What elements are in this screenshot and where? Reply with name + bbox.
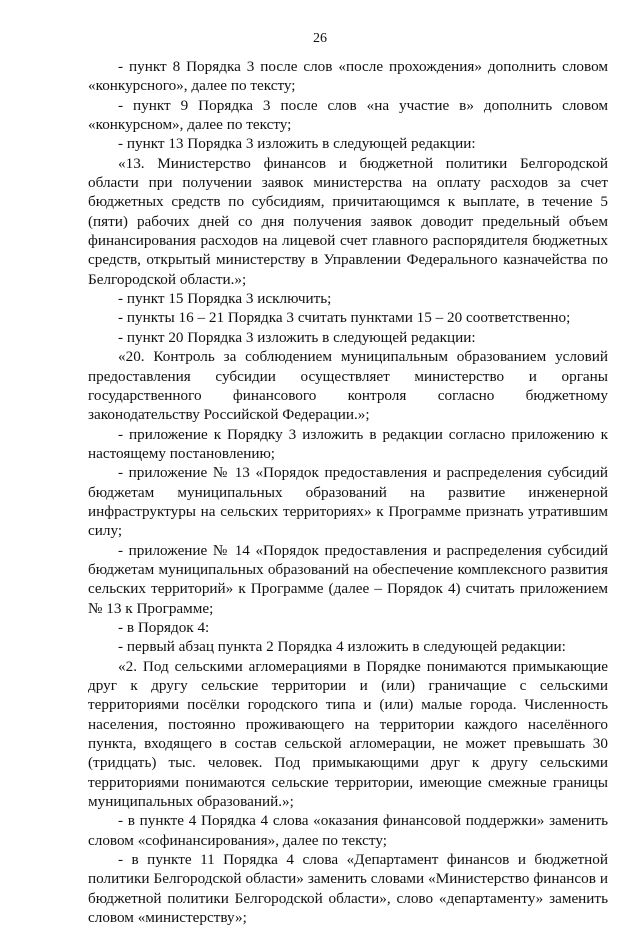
body-text (88, 57, 608, 927)
paragraph: - приложение № 14 «Порядок предоставления и распределения субсидий бюджетам муниципальных образований на обеспечение комплексного развития сельских территорий» к Программе (далее – Порядок 4) считать приложением № 13 к Программе; (88, 541, 608, 617)
paragraph: - пункты 16 – 21 Порядка 3 считать пунктами 15 – 20 соответственно; (118, 309, 571, 327)
paragraph: - пункт 20 Порядка 3 изложить в следующей редакции: (118, 328, 476, 346)
quoted-paragraph: «2. Под сельскими агломерациями в Порядке понимаются примыкающие друг к другу сельские территории и (или) граничащие с сельскими территориями посёлки городского типа и (или) малые города. Численность населения, постоянно проживающего на территории каждого населённого пункта, входящего в состав сельской агломерации, не может превышать 30 (тридцать) тыс. человек. Под примыкающими друг к другу сельскими территориями понимаются сельские территории, имеющие смежные границы муниципальных образований.»; (88, 657, 608, 811)
paragraph: - в Порядок 4: (118, 618, 210, 636)
paragraph: - в пункте 11 Порядка 4 слова «Департамент финансов и бюджетной политики Белгородской области» заменить словами «Министерство финансов и бюджетной политики Белгородской области», слово «департаменту» заменить словом «министерству»; (88, 851, 608, 927)
paragraph: - приложение № 13 «Порядок предоставления и распределения субсидий бюджетам муниципальных образований на развитие инженерной инфраструктуры на сельских территориях» к Программе признать утратившим силу; (88, 464, 608, 540)
paragraph: - пункт 8 Порядка 3 после слов «после прохождения» дополнить словом «конкурсного», далее по тексту; (88, 58, 608, 95)
page-number: 26 (313, 31, 327, 46)
quoted-paragraph: «20. Контроль за соблюдением муниципальным образованием условий предоставления субсидии осуществляет министерство и органы государственного финансового контроля согласно бюджетному законодательству Российской Федерации.»; (88, 348, 608, 424)
paragraph: - в пункте 4 Порядка 4 слова «оказания финансовой поддержки» заменить словом «софинансирования», далее по тексту; (88, 812, 608, 849)
quoted-paragraph: «13. Министерство финансов и бюджетной политики Белгородской области при получении заявок министерства на оплату расходов за счет бюджетных средств по субсидиям, причитающимся к выплате, в течение 5 (пяти) рабочих дней со дня получения заявок доводит предельный объем финансирования расходов на лицевой счет главного распорядителя бюджетных средств, открытый министерству в Управлении Федерального казначейства по Белгородской области.»; (88, 154, 608, 288)
paragraph: - приложение к Порядку 3 изложить в редакции согласно приложению к настоящему постановлению; (88, 425, 608, 462)
paragraph: - пункт 13 Порядка 3 изложить в следующей редакции: (118, 135, 476, 153)
paragraph: - первый абзац пункта 2 Порядка 4 изложить в следующей редакции: (118, 638, 566, 656)
paragraph: - пункт 9 Порядка 3 после слов «на участие в» дополнить словом «конкурсном», далее по тексту; (88, 96, 608, 134)
paragraph: - пункт 15 Порядка 3 исключить; (118, 290, 332, 308)
